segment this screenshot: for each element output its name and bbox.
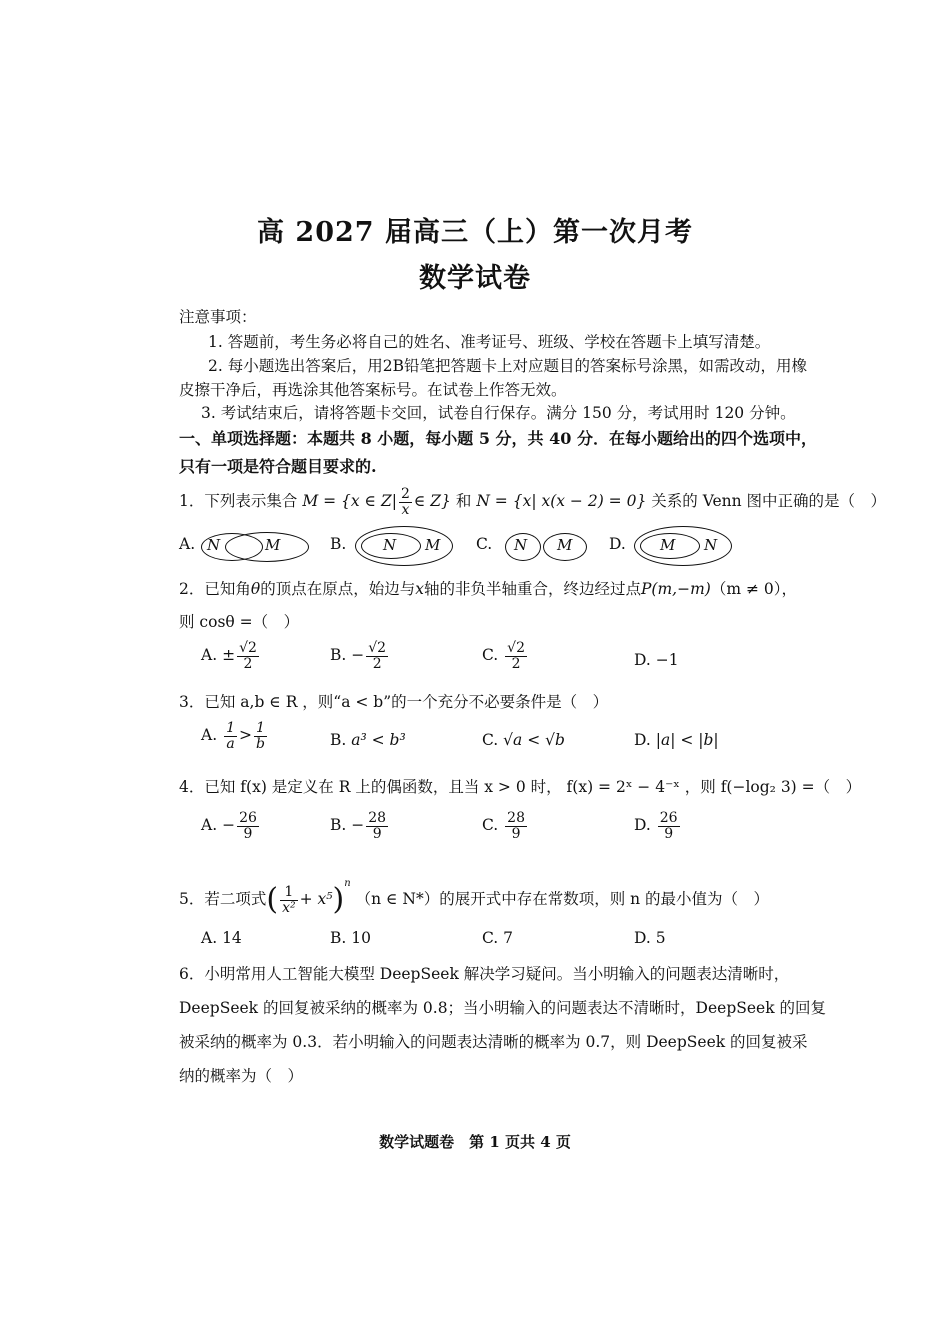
- q4-a-frac: [237, 811, 259, 841]
- q2-b-label: B.: [330, 646, 347, 665]
- q5-prefix: 5．若二项式: [179, 890, 267, 908]
- q5-c-label: C.: [482, 929, 499, 947]
- q3-a-d1: a: [226, 735, 235, 752]
- q1-setM-right: ∈ Z}: [413, 492, 451, 510]
- q3-option-a: [201, 721, 269, 751]
- q2-x: x: [415, 580, 424, 598]
- q2-cond: （m ≠ 0），: [710, 580, 797, 598]
- q2-c-den: 2: [511, 655, 521, 672]
- q3-d-label: D.: [634, 731, 651, 749]
- question-3-stem: 3．已知 a,b ∈ R ，则“a < b”的一个充分不必要条件是（ ）: [179, 693, 609, 711]
- q2-c-frac: [505, 641, 527, 671]
- venn-diagram-c: [505, 531, 595, 561]
- q4-c-label: C.: [482, 816, 499, 835]
- q1-suffix: 关系的 Venn 图中正确的是（ ）: [651, 492, 887, 510]
- q1-option-a-label: A.: [179, 535, 196, 553]
- question-2-line1: [179, 577, 797, 599]
- q2-option-c: [482, 641, 529, 671]
- note-3: 3. 考试结束后，请将答题卡交回，试卷自行保存。满分 150 分，考试用时 120 分钟。: [201, 404, 796, 422]
- q5-exponent: n: [344, 878, 351, 889]
- venn-diagram-b: [355, 526, 455, 566]
- q5-a-label: A.: [201, 929, 218, 947]
- q5-c-value: 7: [503, 929, 514, 947]
- q4-option-d: [634, 811, 682, 841]
- note-1: 1. 答题前，考生务必将自己的姓名、准考证号、班级、学校在答题卡上填写清楚。: [208, 333, 771, 351]
- q3-b-value: a³ < b³: [351, 731, 406, 749]
- venn-d-label-1: M: [660, 536, 676, 554]
- q5-option-d: [634, 929, 666, 947]
- q1-option-c-label: C.: [476, 535, 493, 553]
- q4-b-den: 9: [372, 825, 382, 842]
- venn-diagram-d: [634, 526, 734, 566]
- q3-d-value: |a| < |b|: [655, 731, 719, 749]
- q3-a-n1: 1: [226, 720, 235, 736]
- q3-option-c: [482, 731, 565, 749]
- q4-b-frac: [366, 811, 388, 841]
- question-6-line4: 纳的概率为（ ）: [179, 1067, 304, 1085]
- q5-option-c: [482, 929, 513, 947]
- venn-d-label-2: N: [704, 536, 718, 554]
- q2-option-b: [330, 641, 390, 671]
- venn-c-label-2: M: [557, 536, 573, 554]
- q2-b-den: 2: [372, 655, 382, 672]
- q5-paren-open: (: [266, 882, 279, 917]
- q5-suffix: （n ∈ N*）的展开式中存在常数项，则 n 的最小值为（ ）: [355, 890, 770, 908]
- question-2-line2: 则 cosθ =（ ）: [179, 613, 300, 631]
- q4-d-label: D.: [634, 816, 651, 835]
- q2-point: P(m,−m): [641, 580, 711, 598]
- q4-b-sign: −: [351, 816, 365, 835]
- venn-c-label-1: N: [514, 536, 528, 554]
- note-2b: 皮擦干净后，再选涂其他答案标号。在试卷上作答无效。: [179, 381, 567, 399]
- q2-b-sign: −: [351, 646, 365, 665]
- q4-a-sign: −: [222, 816, 236, 835]
- question-6-line3: 被采纳的概率为 0.3．若小明输入的问题表达清晰的概率为 0.7，则 DeepSeek 的回复被采: [179, 1033, 808, 1051]
- section1-line1: 一、单项选择题：本题共 8 小题，每小题 5 分，共 40 分．在每小题给出的四个选项中，: [179, 429, 817, 448]
- q4-a-label: A.: [201, 816, 218, 835]
- q5-frac-den: x²: [282, 899, 296, 916]
- q2-b-num: √2: [368, 640, 387, 656]
- q4-option-a: [201, 811, 261, 841]
- q1-frac-num: 2: [400, 485, 410, 502]
- q2-a-num: √2: [239, 640, 257, 656]
- q4-c-den: 9: [511, 825, 521, 842]
- venn-a-label-2: M: [265, 536, 281, 554]
- question-6-line2: DeepSeek 的回复被采纳的概率为 0.8；当小明输入的问题表达不清晰时，DeepSeek 的回复: [179, 999, 827, 1017]
- q2-text-a: 2．已知角: [179, 580, 251, 598]
- q1-option-b: [330, 535, 346, 553]
- q2-c-label: C.: [482, 646, 499, 665]
- q3-a-label: A.: [201, 726, 218, 745]
- q2-a-frac: [237, 641, 259, 671]
- q3-option-b: [330, 731, 406, 749]
- exam-title: 高 2027 届高三（上）第一次月考: [257, 217, 693, 248]
- q2-text-b: 的顶点在原点，始边与: [260, 580, 416, 598]
- q4-d-frac: [658, 811, 680, 841]
- q2-theta: θ: [250, 580, 261, 598]
- q3-option-d: [634, 731, 719, 749]
- q2-d-label: D.: [634, 651, 651, 669]
- q1-option-a: [179, 535, 195, 553]
- q3-c-value: √a < √b: [503, 731, 565, 749]
- venn-b-label-2: M: [425, 536, 441, 554]
- question-1-stem: [179, 484, 886, 518]
- q4-a-den: 9: [243, 825, 253, 842]
- q5-a-value: 14: [222, 929, 242, 947]
- q2-a-den: 2: [243, 655, 253, 672]
- q1-setN: N = {x| x(x − 2) = 0}: [476, 492, 647, 510]
- q3-a-op: >: [238, 726, 252, 745]
- section1-line2: 只有一项是符合题目要求的.: [179, 457, 377, 476]
- q4-d-num: 26: [659, 810, 678, 826]
- q1-prefix: 1．下列表示集合: [179, 492, 298, 510]
- q2-d-value: −1: [655, 651, 679, 669]
- q2-c-num: √2: [507, 640, 525, 656]
- q5-plus-term: + x⁵: [299, 890, 333, 908]
- q2-text-c: 轴的非负半轴重合，终边经过点: [423, 580, 641, 598]
- q3-a-n2: 1: [254, 721, 267, 737]
- question-5-stem: [179, 864, 769, 920]
- q1-option-d: [609, 535, 626, 553]
- q3-a-frac-1: [224, 721, 237, 751]
- q1-option-c: [476, 535, 492, 553]
- q2-b-frac: [366, 641, 388, 671]
- exam-subtitle: 数学试卷: [419, 263, 531, 294]
- q5-d-value: 5: [655, 929, 666, 947]
- venn-b-label-1: N: [383, 536, 397, 554]
- q1-fraction: [399, 487, 412, 517]
- q4-option-b: [330, 811, 390, 841]
- venn-a-label-1: N: [207, 536, 221, 554]
- note-2a: 2. 每小题选出答案后，用2B铅笔把答题卡上对应题目的答案标号涂黑，如需改动，用橡: [208, 357, 807, 375]
- q5-paren-close: ): [332, 882, 345, 917]
- q4-d-den: 9: [664, 825, 674, 842]
- q5-frac: [280, 885, 298, 915]
- q3-b-label: B.: [330, 731, 347, 749]
- venn-diagram-a: [201, 530, 311, 564]
- q2-option-d: [634, 651, 679, 669]
- q5-b-value: 10: [351, 929, 371, 947]
- question-6-line1: 6．小明常用人工智能大模型 DeepSeek 解决学习疑问。当小明输入的问题表达清晰时，: [179, 965, 790, 983]
- q1-frac-den: x: [401, 501, 410, 518]
- q4-b-label: B.: [330, 816, 347, 835]
- q2-a-sign: ±: [222, 646, 236, 665]
- q5-frac-num: 1: [280, 885, 298, 901]
- q4-b-num: 28: [368, 810, 387, 826]
- q2-a-label: A.: [201, 646, 218, 665]
- q4-option-c: [482, 811, 529, 841]
- q5-b-label: B.: [330, 929, 347, 947]
- q1-setM-left: M = {x ∈ Z|: [302, 492, 397, 510]
- notes-heading: 注意事项：: [179, 308, 257, 326]
- q2-option-a: [201, 641, 261, 671]
- q5-option-a: [201, 929, 242, 947]
- q3-c-label: C.: [482, 731, 499, 749]
- q4-a-num: 26: [239, 810, 257, 826]
- q5-d-label: D.: [634, 929, 651, 947]
- q1-option-d-label: D.: [609, 535, 626, 553]
- q1-option-b-label: B.: [330, 535, 347, 553]
- q4-c-frac: [505, 811, 527, 841]
- page-footer: 数学试题卷 第 1 页共 4 页: [379, 1133, 571, 1151]
- q4-c-num: 28: [507, 810, 525, 826]
- q3-a-d2: b: [255, 735, 265, 752]
- q5-option-b: [330, 929, 371, 947]
- question-4-stem: 4．已知 f(x) 是定义在 R 上的偶函数，且当 x > 0 时， f(x) = 2ˣ − 4⁻ˣ ，则 f(−log₂ 3) =（ ）: [179, 778, 862, 796]
- q3-a-frac-2: [254, 721, 267, 751]
- q1-mid: 和: [455, 492, 472, 510]
